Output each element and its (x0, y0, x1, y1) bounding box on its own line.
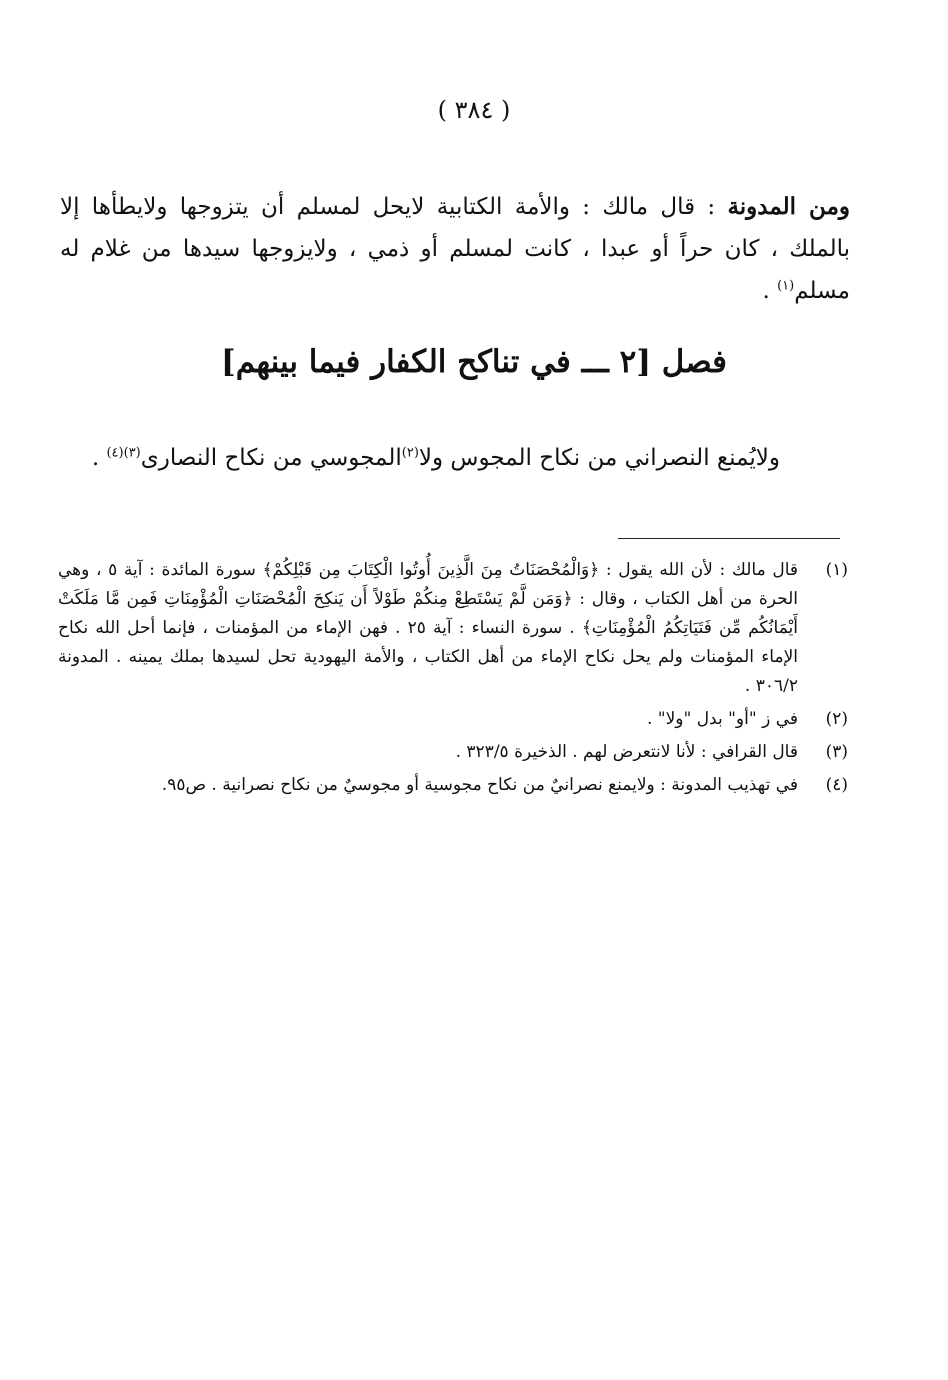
footnote-item (58, 705, 848, 734)
footnotes (58, 556, 848, 804)
main-paragraph-lead: ومن المدونة (727, 193, 850, 220)
footnote-item (58, 556, 848, 701)
section-heading: فصل [٢ ـــ في تناكح الكفار فيما بينهم] (221, 344, 727, 380)
footnote-ref-2: (٢) (401, 445, 419, 461)
main-paragraph-text: : قال مالك : والأمة الكتابية لايحل لمسلم أن يتزوجها ولايطأها إلا بالملك ، كان حراً أو عبدا ، كانت لمسلم أو ذمي ، ولايزوجها سيدها من غلام له مسلم (60, 194, 850, 304)
main-paragraph-end: . (762, 278, 778, 304)
footnote-text: قال القرافي : لأنا لانتعرض لهم . الذخيرة ٣٢٣/٥ . (455, 742, 798, 762)
footnote-ref-1: (١) (777, 278, 795, 294)
section-paragraph (60, 438, 780, 478)
footnote-number: (٢) (825, 709, 848, 729)
footnote-number: (٣) (825, 742, 848, 762)
page-number: ( ٣٨٤ ) (437, 96, 511, 124)
footnote-item (58, 771, 848, 800)
footnote-text: في ز "أو" بدل "ولا" . (646, 709, 798, 729)
footnote-text: قال مالك : لأن الله يقول : ﴿وَالْمُحْصَنَاتُ مِنَ الَّذِينَ أُوتُوا الْكِتَابَ مِن قَبْلِكُمْ﴾ سورة المائدة : آية ٥ ، وهي الحرة من أهل الكتاب ، وقال : ﴿وَمَن لَّمْ يَسْتَطِعْ مِنكُمْ طَوْلاً أَن يَنكِحَ الْمُحْصَنَاتِ الْمُؤْمِنَاتِ فَمِن مَّا مَلَكَتْ أَيْمَانُكُم مِّن فَتَيَاتِكُمُ الْمُؤْمِنَاتِ﴾ . سورة النساء : آية ٢٥ . فهن الإماء من المؤمنات ، فإنما أحل الله نكاح الإماء المؤمنات ولم يحل نكاح الإماء من أهل الكتاب ، والأمة اليهودية تحل لسيدها بملك يمينه . المدونة ٣٠٦/٢ . (58, 560, 798, 696)
section-paragraph-part1: ولايُمنع النصراني من نكاح المجوس ولا (418, 445, 780, 471)
footnote-ref-3-4: (٣)(٤) (106, 445, 141, 461)
footnote-divider (618, 538, 840, 539)
footnote-number: (١) (825, 560, 848, 580)
section-paragraph-part2: المجوسي من نكاح النصارى (140, 445, 402, 471)
footnote-text: في تهذيب المدونة : ولايمنع نصرانيٌ من نكاح مجوسية أو مجوسيٌ من نكاح نصرانية . ص٩٥. (161, 775, 798, 795)
footnote-number: (٤) (825, 775, 848, 795)
main-paragraph (60, 186, 850, 312)
footnote-item (58, 738, 848, 767)
section-paragraph-end: . (91, 445, 107, 471)
